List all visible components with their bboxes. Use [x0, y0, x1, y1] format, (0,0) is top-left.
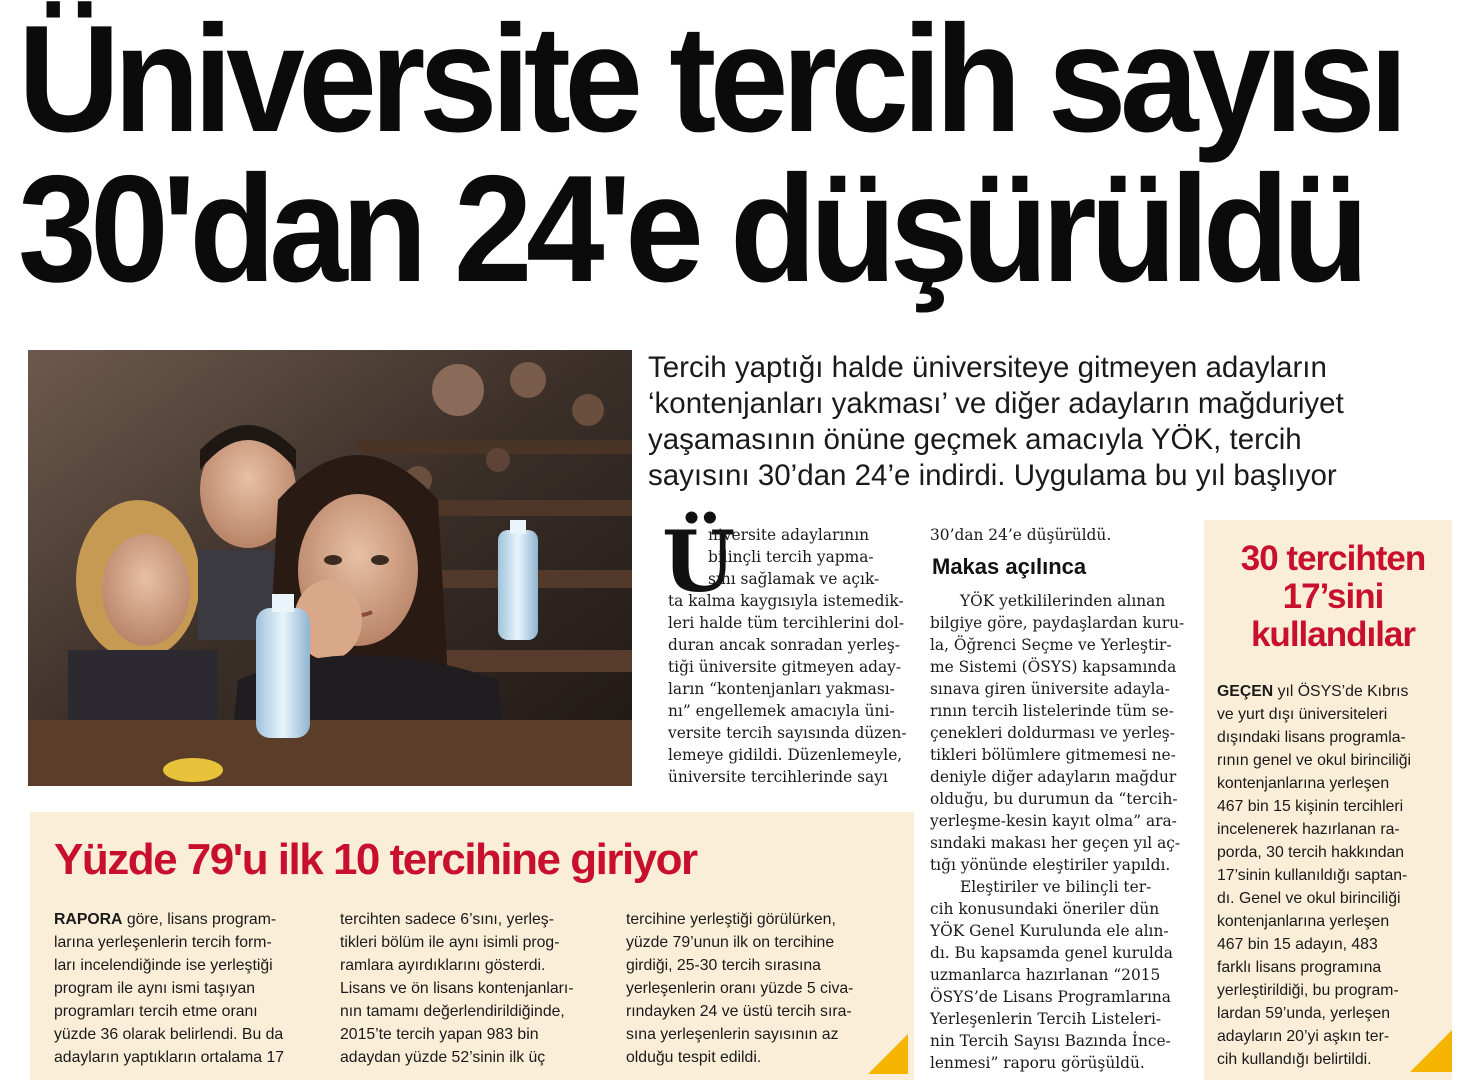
- sidebar-body: [1217, 680, 1447, 1071]
- text-line: me Sistemi (ÖSYS) kapsamında: [930, 658, 1177, 676]
- text-line: [1217, 680, 1447, 703]
- text-line: ların “kontenjanları yakması-: [668, 680, 895, 698]
- text-line: yüzde 79’unun ilk on tercihine: [626, 934, 835, 951]
- text-line: yerleştirildiği, bu program-: [1217, 982, 1399, 999]
- article-column-2-top: [930, 524, 1190, 546]
- info-box-column-1: [54, 908, 324, 1069]
- text-line: larına yerleşenlerin tercih form-: [54, 934, 272, 951]
- text-line: olduğu tespit edildi.: [626, 1049, 762, 1066]
- text-line: rındayken 24 ve üstü tercih sıra-: [626, 1003, 852, 1020]
- text-line: dı. Bu kapsamda genel kurulda: [930, 944, 1173, 962]
- text-line: nin Tercih Sayısı Bazında İnce-: [930, 1032, 1171, 1050]
- text-line: program ile aynı ismi taşıyan: [54, 980, 256, 997]
- info-box-column-3: [626, 908, 906, 1069]
- text-line: programları tercih etme oranı: [54, 1003, 258, 1020]
- article-column-2: [930, 590, 1195, 1074]
- text-line: ta kalma kaygısıyla istemedik-: [668, 592, 904, 610]
- text-line: üniversite tercihlerinde sayı: [668, 768, 888, 786]
- sidebar-first-line: yıl ÖSYS’de Kıbrıs: [1273, 683, 1409, 700]
- text-line: tercihten sadece 6’sını, yerleş-: [340, 911, 554, 928]
- text-line: YÖK Genel Kurulunda ele alın-: [930, 922, 1169, 940]
- headline-line-2: 30'dan 24'e düşürüldü: [18, 144, 1363, 314]
- text-line: ramlara ayırdıklarını gösterdi.: [340, 957, 546, 974]
- text-line: rının tercih listelerinde tüm se-: [930, 702, 1174, 720]
- dropcap: Ü: [662, 512, 736, 611]
- text-line: dışındaki lisans programla-: [1217, 729, 1406, 746]
- text-line: lenmesi” raporu görüşüldü.: [930, 1054, 1145, 1072]
- text-line: la, Öğrenci Seçme ve Yerleştir-: [930, 636, 1172, 654]
- text-line: ları incelendiğinde ise yerleştiği: [54, 957, 273, 974]
- text-line: 17’sinin kullanıldığı saptan-: [1217, 867, 1408, 884]
- text-line: sınava giren üniversite adayla-: [930, 680, 1170, 698]
- sidebar-title-line: kullandılar: [1250, 615, 1416, 654]
- text-line: incelenerek hazırlanan ra-: [1217, 821, 1400, 838]
- info-box-corner-mark: [868, 1034, 908, 1074]
- text-line: versite tercih sayısında düzen-: [668, 724, 907, 742]
- text-line: porda, 30 tercih hakkından: [1217, 844, 1405, 861]
- lead-line: sayısını 30’dan 24’e indirdi. Uygulama bu yıl başlıyor: [648, 459, 1337, 492]
- text-line: çenekleri doldurması ve yerleş-: [930, 724, 1175, 742]
- text-line: deniyle diğer adayların mağdur: [930, 768, 1177, 786]
- sidebar-lead-word: GEÇEN: [1217, 683, 1274, 700]
- lead-line: Tercih yaptığı halde üniversiteye gitmeyen adayların: [648, 351, 1327, 384]
- text-line: yüzde 36 olarak belirlendi. Bu da: [54, 1026, 284, 1043]
- article-photo: [28, 350, 632, 786]
- text-line: sını sağlamak ve açık-: [708, 570, 880, 588]
- text-line: yerleşme-kesin kayıt olma” ara-: [930, 812, 1177, 830]
- headline-line-1: Üniversite tercih sayısı: [18, 0, 1402, 164]
- text-line: tiği üniversite gitmeyen aday-: [668, 658, 902, 676]
- text-line: Eleştiriler ve bilinçli ter-: [960, 878, 1152, 896]
- text-line: farklı lisans programına: [1217, 959, 1382, 976]
- text-line: lemeye gidildi. Düzenlemeyle,: [668, 746, 903, 764]
- text-line: uzmanlarca hazırlanan “2015: [930, 966, 1161, 984]
- text-line: Lisans ve ön lisans kontenjanları-: [340, 980, 574, 997]
- text-line: leri halde tüm tercihlerini dol-: [668, 614, 905, 632]
- text-line: rının genel ve okul birinciliği: [1217, 752, 1412, 769]
- text-line: kontenjanlarına yerleşen: [1217, 775, 1390, 792]
- text-line: niversite adaylarının: [708, 526, 870, 544]
- text-line: sındaki makası her geçen yıl aç-: [930, 834, 1181, 852]
- text-line: yerleşenlerin oranı yüzde 5 civa-: [626, 980, 854, 997]
- text-line: tığı yönünde eleştiriler yapıldı.: [930, 856, 1171, 874]
- info-box-first-line: göre, lisans program-: [122, 911, 277, 928]
- text-line: 467 bin 15 adayın, 483: [1217, 936, 1378, 953]
- text-line: kontenjanlarına yerleşen: [1217, 913, 1390, 930]
- text-line: tikleri bölümlere gitmemesi ne-: [930, 746, 1176, 764]
- text-line: bilinçli tercih yapma-: [708, 548, 874, 566]
- text-line: olduğu, bu durumun da “tercih-: [930, 790, 1178, 808]
- text-line: lardan 59’unda, yerleşen: [1217, 1005, 1391, 1022]
- text-line: nın tamamı değerlendirildiğinde,: [340, 1003, 565, 1020]
- text-line: adayların yaptıkların ortalama 17: [54, 1049, 285, 1066]
- info-box-title: Yüzde 79'u ilk 10 tercihine giriyor: [54, 835, 697, 884]
- text-line: cih kullandığı belirtildi.: [1217, 1051, 1372, 1068]
- article-subhead: Makas açılınca: [932, 554, 1087, 579]
- lead-line: ‘kontenjanları yakması’ ve diğer adayların mağduriyet: [648, 387, 1344, 420]
- info-box-column-2: [340, 908, 620, 1069]
- article-column-1: [668, 524, 908, 788]
- text-line: ve yurt dışı üniversiteleri: [1217, 706, 1388, 723]
- sidebar-title: [1218, 540, 1448, 654]
- text-line: bilgiye göre, paydaşlardan kuru-: [930, 614, 1185, 632]
- info-box-lead-word: RAPORA: [54, 911, 123, 928]
- headline: [18, 0, 1402, 314]
- text-line: dı. Genel ve okul birinciliği: [1217, 890, 1401, 907]
- text-line: girdiği, 25-30 tercih sırasına: [626, 957, 821, 974]
- text-line: 30’dan 24’e düşürüldü.: [930, 526, 1112, 544]
- text-line: Yerleşenlerin Tercih Listeleri-: [930, 1010, 1162, 1028]
- text-line: 2015’te tercih yapan 983 bin: [340, 1026, 539, 1043]
- text-line: [54, 908, 324, 931]
- text-line: adaydan yüzde 52’sinin ilk üç: [340, 1049, 546, 1066]
- sidebar-title-line: 17’sini: [1282, 577, 1384, 616]
- text-line: YÖK yetkililerinden alınan: [960, 592, 1166, 610]
- text-line: adayların 20’yi aşkın ter-: [1217, 1028, 1390, 1045]
- text-line: 467 bin 15 kişinin tercihleri: [1217, 798, 1404, 815]
- text-line: ÖSYS’de Lisans Programlarına: [930, 988, 1171, 1006]
- text-line: tercihine yerleştiği görülürken,: [626, 911, 836, 928]
- text-line: sına yerleşenlerin sayısının az: [626, 1026, 839, 1043]
- text-line: cih konusundaki öneriler dün: [930, 900, 1160, 918]
- text-line: duran ancak sonradan yerleş-: [668, 636, 900, 654]
- lead-line: yaşamasının önüne geçmek amacıyla YÖK, tercih: [648, 423, 1302, 456]
- text-line: nı” engellemek amacıyla üni-: [668, 702, 895, 720]
- text-line: tikleri bölüm ile aynı isimli prog-: [340, 934, 560, 951]
- lead-paragraph: [648, 350, 1448, 494]
- sidebar-title-line: 30 tercihten: [1240, 539, 1426, 578]
- sidebar-corner-mark: [1410, 1030, 1452, 1072]
